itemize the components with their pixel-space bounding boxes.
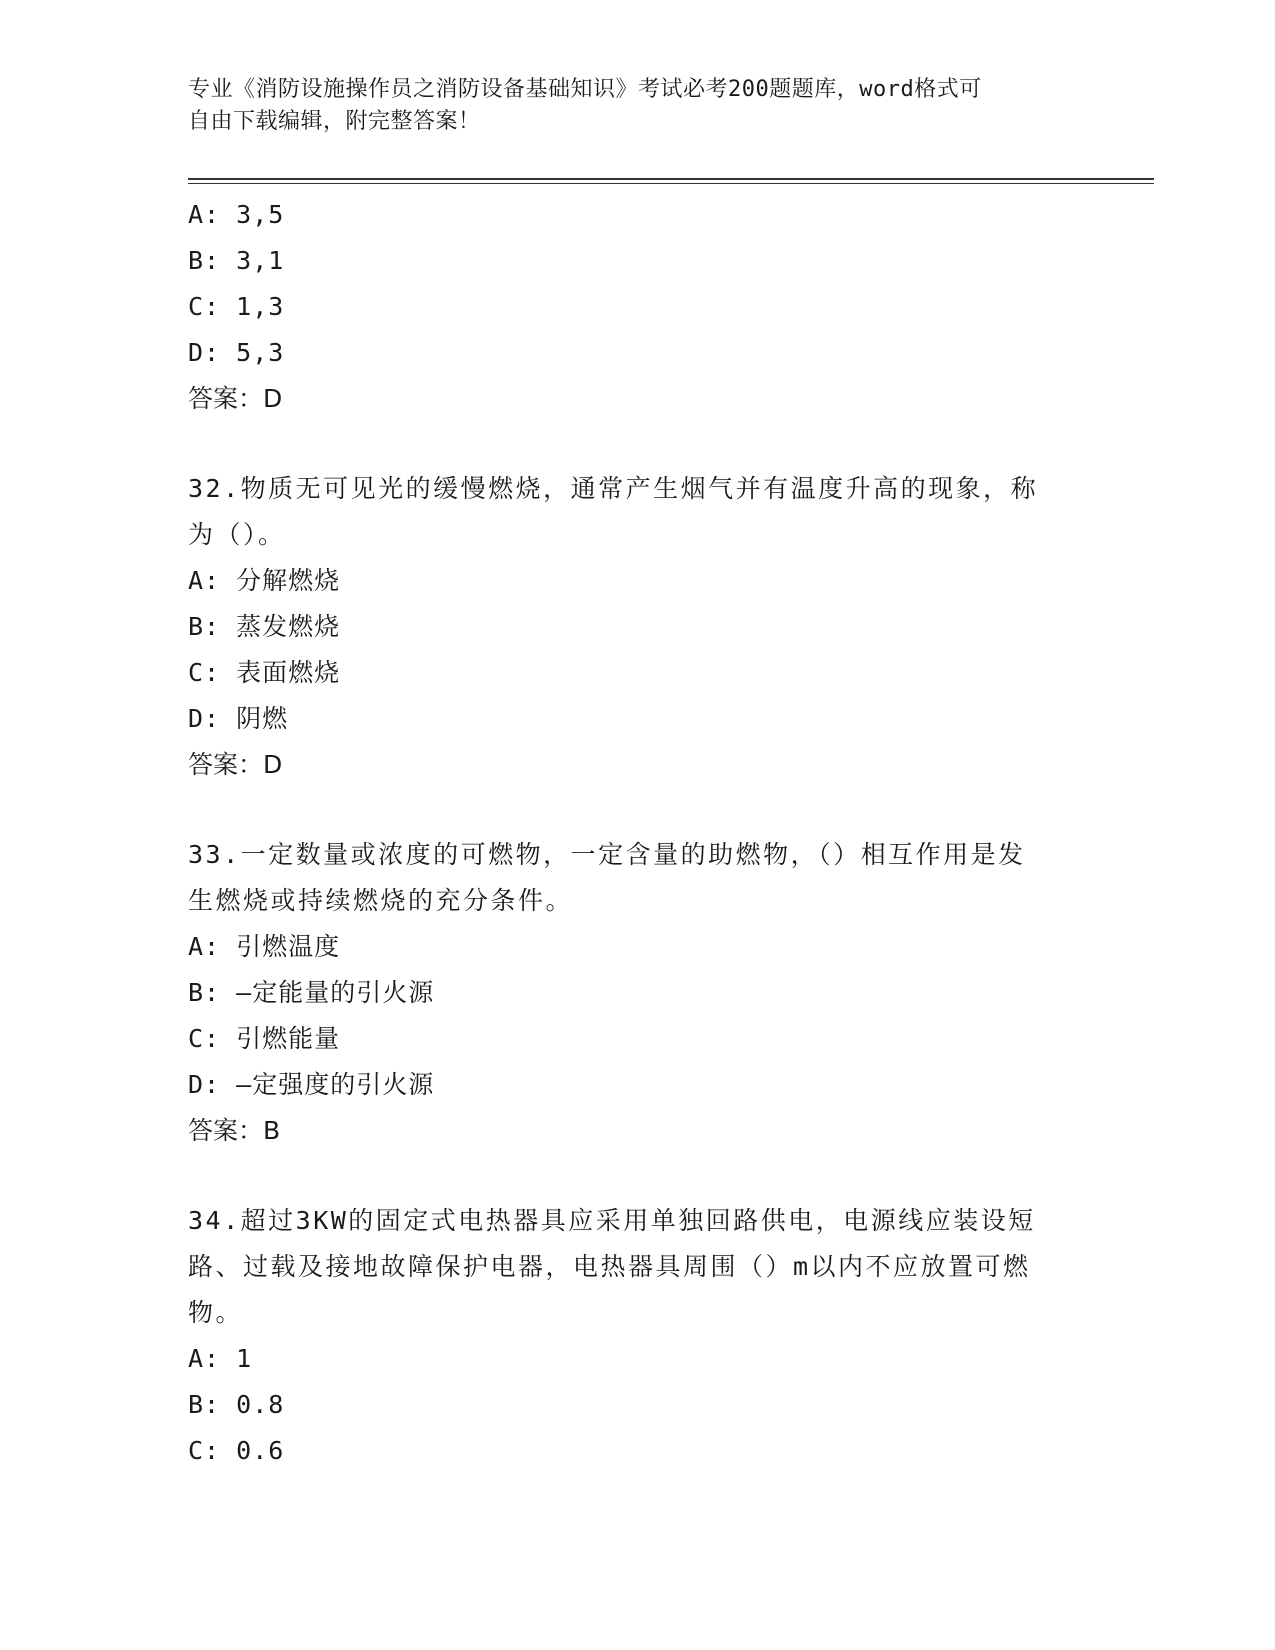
question-31-continued xyxy=(188,192,1088,422)
question-stem-line: 32.物质无可见光的缓慢燃烧，通常产生烟气并有温度升高的现象，称 xyxy=(188,474,1039,503)
option-b: B: 3,1 xyxy=(188,246,285,275)
question-stem-line: 路、过载及接地故障保护电器，电热器具周围（）m以内不应放置可燃 xyxy=(188,1252,1031,1281)
header-line-2: 自由下载编辑，附完整答案！ xyxy=(188,109,481,134)
option-a: A: 1 xyxy=(188,1344,253,1373)
option-c: C: 引燃能量 xyxy=(188,1024,341,1053)
option-c: C: 1,3 xyxy=(188,292,285,321)
option-d: D: 阴燃 xyxy=(188,704,289,733)
option-d: D: 5,3 xyxy=(188,338,285,367)
question-33 xyxy=(188,832,1088,1154)
question-stem-line: 生燃烧或持续燃烧的充分条件。 xyxy=(188,886,574,915)
question-stem-line: 为（）。 xyxy=(188,520,286,549)
question-stem-line: 34.超过3KW的固定式电热器具应采用单独回路供电，电源线应装设短 xyxy=(188,1206,1036,1235)
option-a: A: 3,5 xyxy=(188,200,285,229)
question-list xyxy=(188,192,1088,1474)
option-a: A: 分解燃烧 xyxy=(188,566,341,595)
option-b: B: —定能量的引火源 xyxy=(188,978,435,1007)
option-c: C: 0.6 xyxy=(188,1436,285,1465)
question-stem-line: 物。 xyxy=(188,1298,244,1327)
header-divider-thick xyxy=(188,178,1154,180)
option-d: D: —定强度的引火源 xyxy=(188,1070,435,1099)
header-divider-thin xyxy=(188,183,1154,184)
answer: 答案：D xyxy=(188,384,283,413)
question-34 xyxy=(188,1198,1088,1474)
header-line-1: 专业《消防设施操作员之消防设备基础知识》考试必考200题题库，word格式可 xyxy=(188,77,982,102)
option-b: B: 蒸发燃烧 xyxy=(188,612,341,641)
question-32 xyxy=(188,466,1088,788)
question-stem-line: 33.一定数量或浓度的可燃物，一定含量的助燃物，（）相互作用是发 xyxy=(188,840,1026,869)
document-header xyxy=(188,74,1088,138)
answer: 答案：B xyxy=(188,1116,281,1145)
option-a: A: 引燃温度 xyxy=(188,932,341,961)
option-c: C: 表面燃烧 xyxy=(188,658,341,687)
answer: 答案：D xyxy=(188,750,283,779)
option-b: B: 0.8 xyxy=(188,1390,285,1419)
